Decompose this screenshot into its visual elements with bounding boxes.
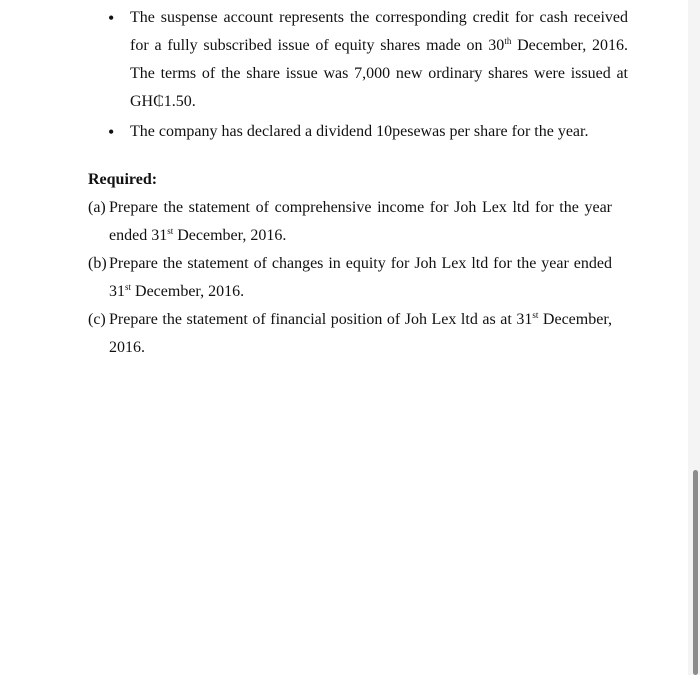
note-suspense-account	[108, 4, 628, 116]
required-item-a	[88, 194, 612, 250]
item-text: Prepare the statement of comprehensive income for Joh Lex ltd for the year ended 31	[109, 199, 612, 244]
item-text: December, 2016.	[109, 311, 612, 356]
superscript: st	[167, 226, 174, 236]
required-item-b	[88, 250, 612, 306]
item-text: December, 2016.	[173, 227, 287, 244]
item-text: December, 2016.	[131, 283, 245, 300]
vertical-scrollbar[interactable]	[688, 0, 700, 675]
note-text: The company has declared a dividend 10pesewas per share for the year.	[130, 123, 589, 140]
item-text: Prepare the statement of financial position of Joh Lex ltd as at 31	[109, 311, 533, 328]
required-list	[88, 194, 612, 362]
required-item-c	[88, 306, 612, 362]
item-marker: (c)	[88, 311, 106, 328]
note-text: December, 2016. The terms of the share issue was 7,000 new ordinary shares were issued at GH₵1.50.	[130, 37, 629, 110]
note-text: The suspense account represents the corresponding credit for cash received for a fully subscribed issue of equity shares made on 30	[130, 9, 628, 54]
item-text: Prepare the statement of changes in equity for Joh Lex ltd for the year ended 31	[109, 255, 612, 300]
item-marker: (a)	[88, 199, 106, 216]
note-dividend	[108, 118, 628, 146]
item-marker: (b)	[88, 255, 107, 272]
superscript: st	[125, 282, 132, 292]
superscript: st	[532, 310, 539, 320]
superscript: th	[504, 36, 512, 46]
scrollbar-thumb[interactable]	[693, 470, 698, 675]
notes-bullet-list	[108, 4, 628, 148]
required-heading: Required:	[88, 171, 158, 188]
